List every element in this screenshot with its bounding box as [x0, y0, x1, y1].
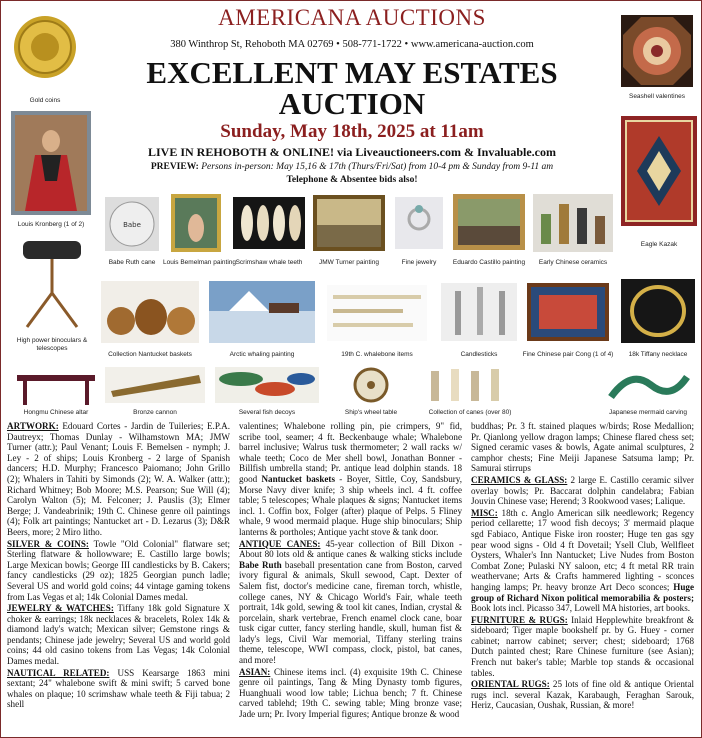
gold-coin-photo — [13, 15, 77, 79]
company-name: AMERICANA AUCTIONS — [218, 5, 486, 30]
nautical-continued-text-2: - Boyer, Sittle, Coy, Sandsbury, Morse Navy diver knife; 3 ship wheels incl. 4 ft. coffee table; 5 telescopes; Whale plaques & signs; Nantucket items incl. 1. Coffin box, Folger (after) plaque of Pelps. 5 Fliney whale, 9 wood mermaid plaque. Huge ship binoculars; Ship lanterns & portholes; Antique yacht stove & tank door. — [239, 473, 462, 537]
bronze-cannon-photo — [105, 367, 205, 403]
kronberg-painting-photo — [11, 111, 91, 215]
chinese-cong-photo — [527, 283, 609, 341]
misc-text-2: Book lots incl. Picasso 347, Lowell MA histories, art books. — [471, 603, 691, 614]
bemelmans-painting-photo — [171, 194, 221, 252]
chinese-altar-photo — [15, 367, 97, 407]
caption-chinese-cong: Fine Chinese pair Cong (1 of 4) — [522, 351, 614, 358]
canes-text: 45-year collection of Bill Dixon - About 80 lots old & antique canes & walking sticks include — [239, 538, 462, 560]
nantucket-baskets-bold: Nantucket baskets — [261, 473, 335, 484]
nautical-text: USS Kearsarge 1863 mini sextant; 24" whalebone swift & mini swift; 5 carved bone whales on plaque; 10 scrimshaw whale teeth & Fiji tabua; 2 shell — [7, 667, 231, 710]
ceramics-heading: CERAMICS & GLASS: — [471, 474, 568, 485]
caption-fish-decoys: Several fish decoys — [238, 409, 296, 416]
caption-bemelmans: Louis Bemelman painting — [163, 259, 236, 266]
canes-text-2: baseball presentation cane from Boston, carved ivory figural & animals, Skull sewood, Capt. Dexter of Salem fist, doctor's medicine cane, fireman torch, whistle, college canes, NY & Chicago World's Fair, whale teeth portrait, 14k gold, sewing & tool kit canes, Indian, crystal & porcelain, shark vertebrae, French enamel clock cane, boar tusk cigar cutter, fancy sterling handle, skull, human fist & lady's legs, Civil War memorial, Tiffany sterling trains theme, telescope, WWI compass, clock, pistol, bat canes, and more! — [239, 559, 462, 666]
turner-painting-photo — [313, 195, 385, 251]
binoculars-photo — [15, 233, 89, 329]
silver-text: Towle "Old Colonial" flatware set; Sterling flatware & hollowware; E. Castillo large bowls; Large Mexican bowls; George III candlesticks by B. Cakers; fancy candlesticks (29 oz); 1825 Georgian punch ladle; Several US and world gold coins; 44 vintage gaming tokens from Las Vegas et al; 14k Colonial Dames medal. — [7, 538, 231, 602]
asian-heading: ASIAN: — [239, 666, 271, 677]
lot-descriptions — [7, 421, 697, 735]
nantucket-baskets-photo — [101, 281, 199, 343]
caption-binoculars: High power binoculars & telescopes — [16, 337, 88, 352]
canes-collection-photo — [421, 367, 519, 403]
canes-heading: ANTIQUE CANES: — [239, 538, 321, 549]
babe-ruth-cane-photo — [105, 197, 159, 251]
asian-continued-text: buddhas; Pr. 3 ft. stained plaques w/birds; Rose Medallion; Pr. Qianlong yellow dragon lamps; Chinese flared chess set; Signed ceramic vases & bowls, Agate animal sculptures, 2 camphor chests; Fine Meiji Japanese Satsuma lamp; Pr. Samurai stirrups — [471, 421, 694, 474]
caption-gold-coins: Gold coins — [29, 97, 61, 104]
caption-babe-ruth: Babe Ruth cane — [108, 259, 156, 266]
oriental-rugs-text: 25 lots of fine old & antique Oriental rugs incl. several Kazak, Karabaugh, Feraghan Sarouk, Heriz, Caucasian, Oushak, Russian, & more! — [471, 679, 695, 711]
scrimshaw-teeth-photo — [233, 197, 305, 249]
flyer-title-line1: EXCELLENT MAY ESTATES — [146, 55, 558, 90]
nixon-memorabilia-bold: Huge group of Richard Nixon political memorabilia & posters; — [471, 581, 694, 603]
column-3 — [471, 421, 694, 712]
caption-tiffany-necklace: 18k Tiffany necklace — [628, 351, 688, 358]
misc-heading: MISC: — [471, 507, 498, 518]
jewelry-text: Tiffany 18k gold Signature X choker & earrings; 18k necklaces & bracelets, Rolex 14k & diamond lady's watch; Mexican silver; Gemstone rings & pendants; Chinese jade jewelry; Several US and world gold coins; 44 old casino tokens from Las Vegas; 14k Colonial Dames medal. — [7, 603, 230, 667]
bids-line: Telephone & Absentee bids also! — [286, 175, 418, 185]
caption-ships-wheel: Ship's wheel table — [344, 409, 398, 416]
misc-text: 18th c. Anglo American silk needlework; Regency period cellarette; 17 wood fish decoys; 3' mermaid plaque sgd Fabiaco, Antique Fiske iron rooster; Huge ten gas sgy pear wood signs - Old 4 ft Dovetail; Ysell Club, Wellfleet Oysters, Whaler's Inn Nantucket; Live Nudes from Boston Combat Zone; Pulaski NY saloon, etc; 4 ft metal RR train weathervane; Arts & Crafts hammered lighting - sconces hanging lamps; Pr. heavy bronze Art Deco sconces; — [471, 507, 694, 592]
silver-heading: SILVER & COINS: — [7, 538, 89, 549]
company-address: 380 Winthrop St, Rehoboth MA 02769 • 508-771-1722 • www.americana-auction.com — [170, 39, 534, 50]
artwork-heading: ARTWORK: — [7, 421, 59, 431]
nautical-continued-text: valentines; Whalebone rolling pin, pie crimpers, 9" fid, scribe tool, seamer; 4 ft. Beckenbauge whale; Whalebone barrel inclusive; Walrus tusk thermometer; 2 wall racks w/ whale teeth; Coco de Mer shell bowl, Jonathan Bonner - Billfish umbrella stand; Pr. antique lead dolphin stands. 18 good — [239, 421, 462, 484]
whalebone-items-photo — [327, 285, 427, 341]
caption-whalebone-items: 19th C. whalebone items — [341, 351, 413, 358]
caption-castillo: Eduardo Castillo painting — [452, 259, 526, 266]
artwork-text: Edouard Cortes - Jardin de Tuileries; E.P.A. Dautreyx; Thomas Dunlay - Wilhamstown MA; JMW Turner (attr.); Paul Venant; Louis F. Bemelsen - nymph; J. Ley - 2 of ships; Louis Kronberg - 2 large of Spanish dancers; H.D. Murphy; Francesco Paiomano; John Grillo (2); Whalers in Tahiti by Simonds (2); W. A. Walker (attr.); Richard Whitney; Bob Moore; M.S. Pearson; Sue Will (4); Carolyn Walton (5); M. Felconer; J. Pauslis (3); Elmer Berge; J. Vandeabrinik; 19th C. Chinese genre oil paintings (4); Folk art paintings; Nantucket art - D. Lezarus (3); D&R Beers, more; 2 Miro litho. — [7, 421, 230, 537]
caption-seashell-valentines: Seashell valentines — [628, 93, 685, 100]
caption-fine-jewelry: Fine jewelry — [401, 259, 437, 266]
caption-whaling: Arctic whaling painting — [229, 351, 295, 358]
castillo-painting-photo — [453, 194, 525, 250]
whaling-painting-photo — [209, 281, 315, 343]
furniture-text: Inlaid Hepplewhite breakfront & sideboard; Tiger maple bookshelf pr. by G. Huey - corner cabinet; narrow cabinet; server; chest; sideboard; 1768 Dutch painted chest; Rare Chinese furniture (see Asian); French nut baker's table; Marble top stands & occasional tables. — [471, 614, 694, 678]
caption-bronze-cannon: Bronze cannon — [133, 409, 177, 416]
caption-chinese-altar: Hongmu Chinese altar — [23, 409, 89, 416]
caption-canes: Collection of canes (over 80) — [428, 409, 512, 416]
oriental-rugs-heading: ORIENTAL RUGS: — [471, 679, 550, 690]
mermaid-carving-photo — [601, 367, 695, 403]
nautical-heading: NAUTICAL RELATED: — [7, 667, 110, 678]
eagle-kazak-photo — [621, 116, 697, 226]
seashell-valentine-photo — [621, 15, 693, 87]
furniture-heading: FURNITURE & RUGS: — [471, 614, 568, 625]
live-online-line: LIVE IN REHOBOTH & ONLINE! via Liveauctioneers.com & Invaluable.com — [147, 145, 556, 159]
flyer-title-line2: AUCTION — [278, 86, 426, 121]
svg-text:Babe: Babe — [123, 221, 141, 229]
caption-nantucket: Collection Nantucket baskets — [108, 351, 192, 358]
jewelry-heading: JEWELRY & WATCHES: — [7, 603, 114, 614]
asian-text: Chinese items incl. (4) exquisite 19th C. Chinese genre oil paintings, Tang & Ming Dynasty tomb figures, Huanghuali wood low table; Lichua bench; 7 ft. Chinese carved tablehd; 19th C. sewing table; Ming bronze vase; Jade urn; Pr. Ivory Imperial figures; Antique bronze & wood — [239, 666, 462, 720]
babe-ruth-bold: Babe Ruth — [239, 559, 282, 570]
caption-mermaid: Japanese mermaid carving — [608, 409, 688, 416]
preview-line — [101, 162, 603, 172]
caption-chinese-ceramics: Early Chinese ceramics — [538, 259, 608, 266]
caption-louis-kronberg: Louis Kronberg (1 of 2) — [17, 221, 85, 228]
caption-turner: JMW Turner painting — [319, 259, 379, 266]
caption-candlesticks: Candlesticks — [460, 351, 498, 358]
chinese-ceramics-photo — [533, 194, 613, 252]
candlesticks-photo — [441, 283, 517, 341]
column-2 — [239, 421, 462, 721]
preview-text: Persons in-person: May 15,16 & 17th (Thurs/Fri/Sat) from 10-4 pm & Sunday from 9-11 am — [201, 162, 554, 172]
preview-label: PREVIEW: — [150, 162, 199, 172]
fish-decoys-photo — [215, 367, 319, 403]
caption-eagle-kazak: Eagle Kazak — [640, 241, 678, 248]
fine-jewelry-photo — [395, 197, 443, 249]
column-1 — [7, 421, 230, 711]
caption-scrimshaw-teeth: Scrimshaw whale teeth — [235, 259, 303, 266]
ships-wheel-photo — [329, 367, 413, 403]
ceramics-text: 2 large E. Castillo ceramic silver overlay bowls; Pr. Baccarat dolphin candelabra; Fabian Jouvin Chinese vase; Herend; 3 Rookwood vases; Lalique. — [471, 474, 694, 507]
tiffany-necklace-photo — [621, 279, 695, 343]
auction-date: Sunday, May 18th, 2025 at 11am — [220, 121, 484, 142]
